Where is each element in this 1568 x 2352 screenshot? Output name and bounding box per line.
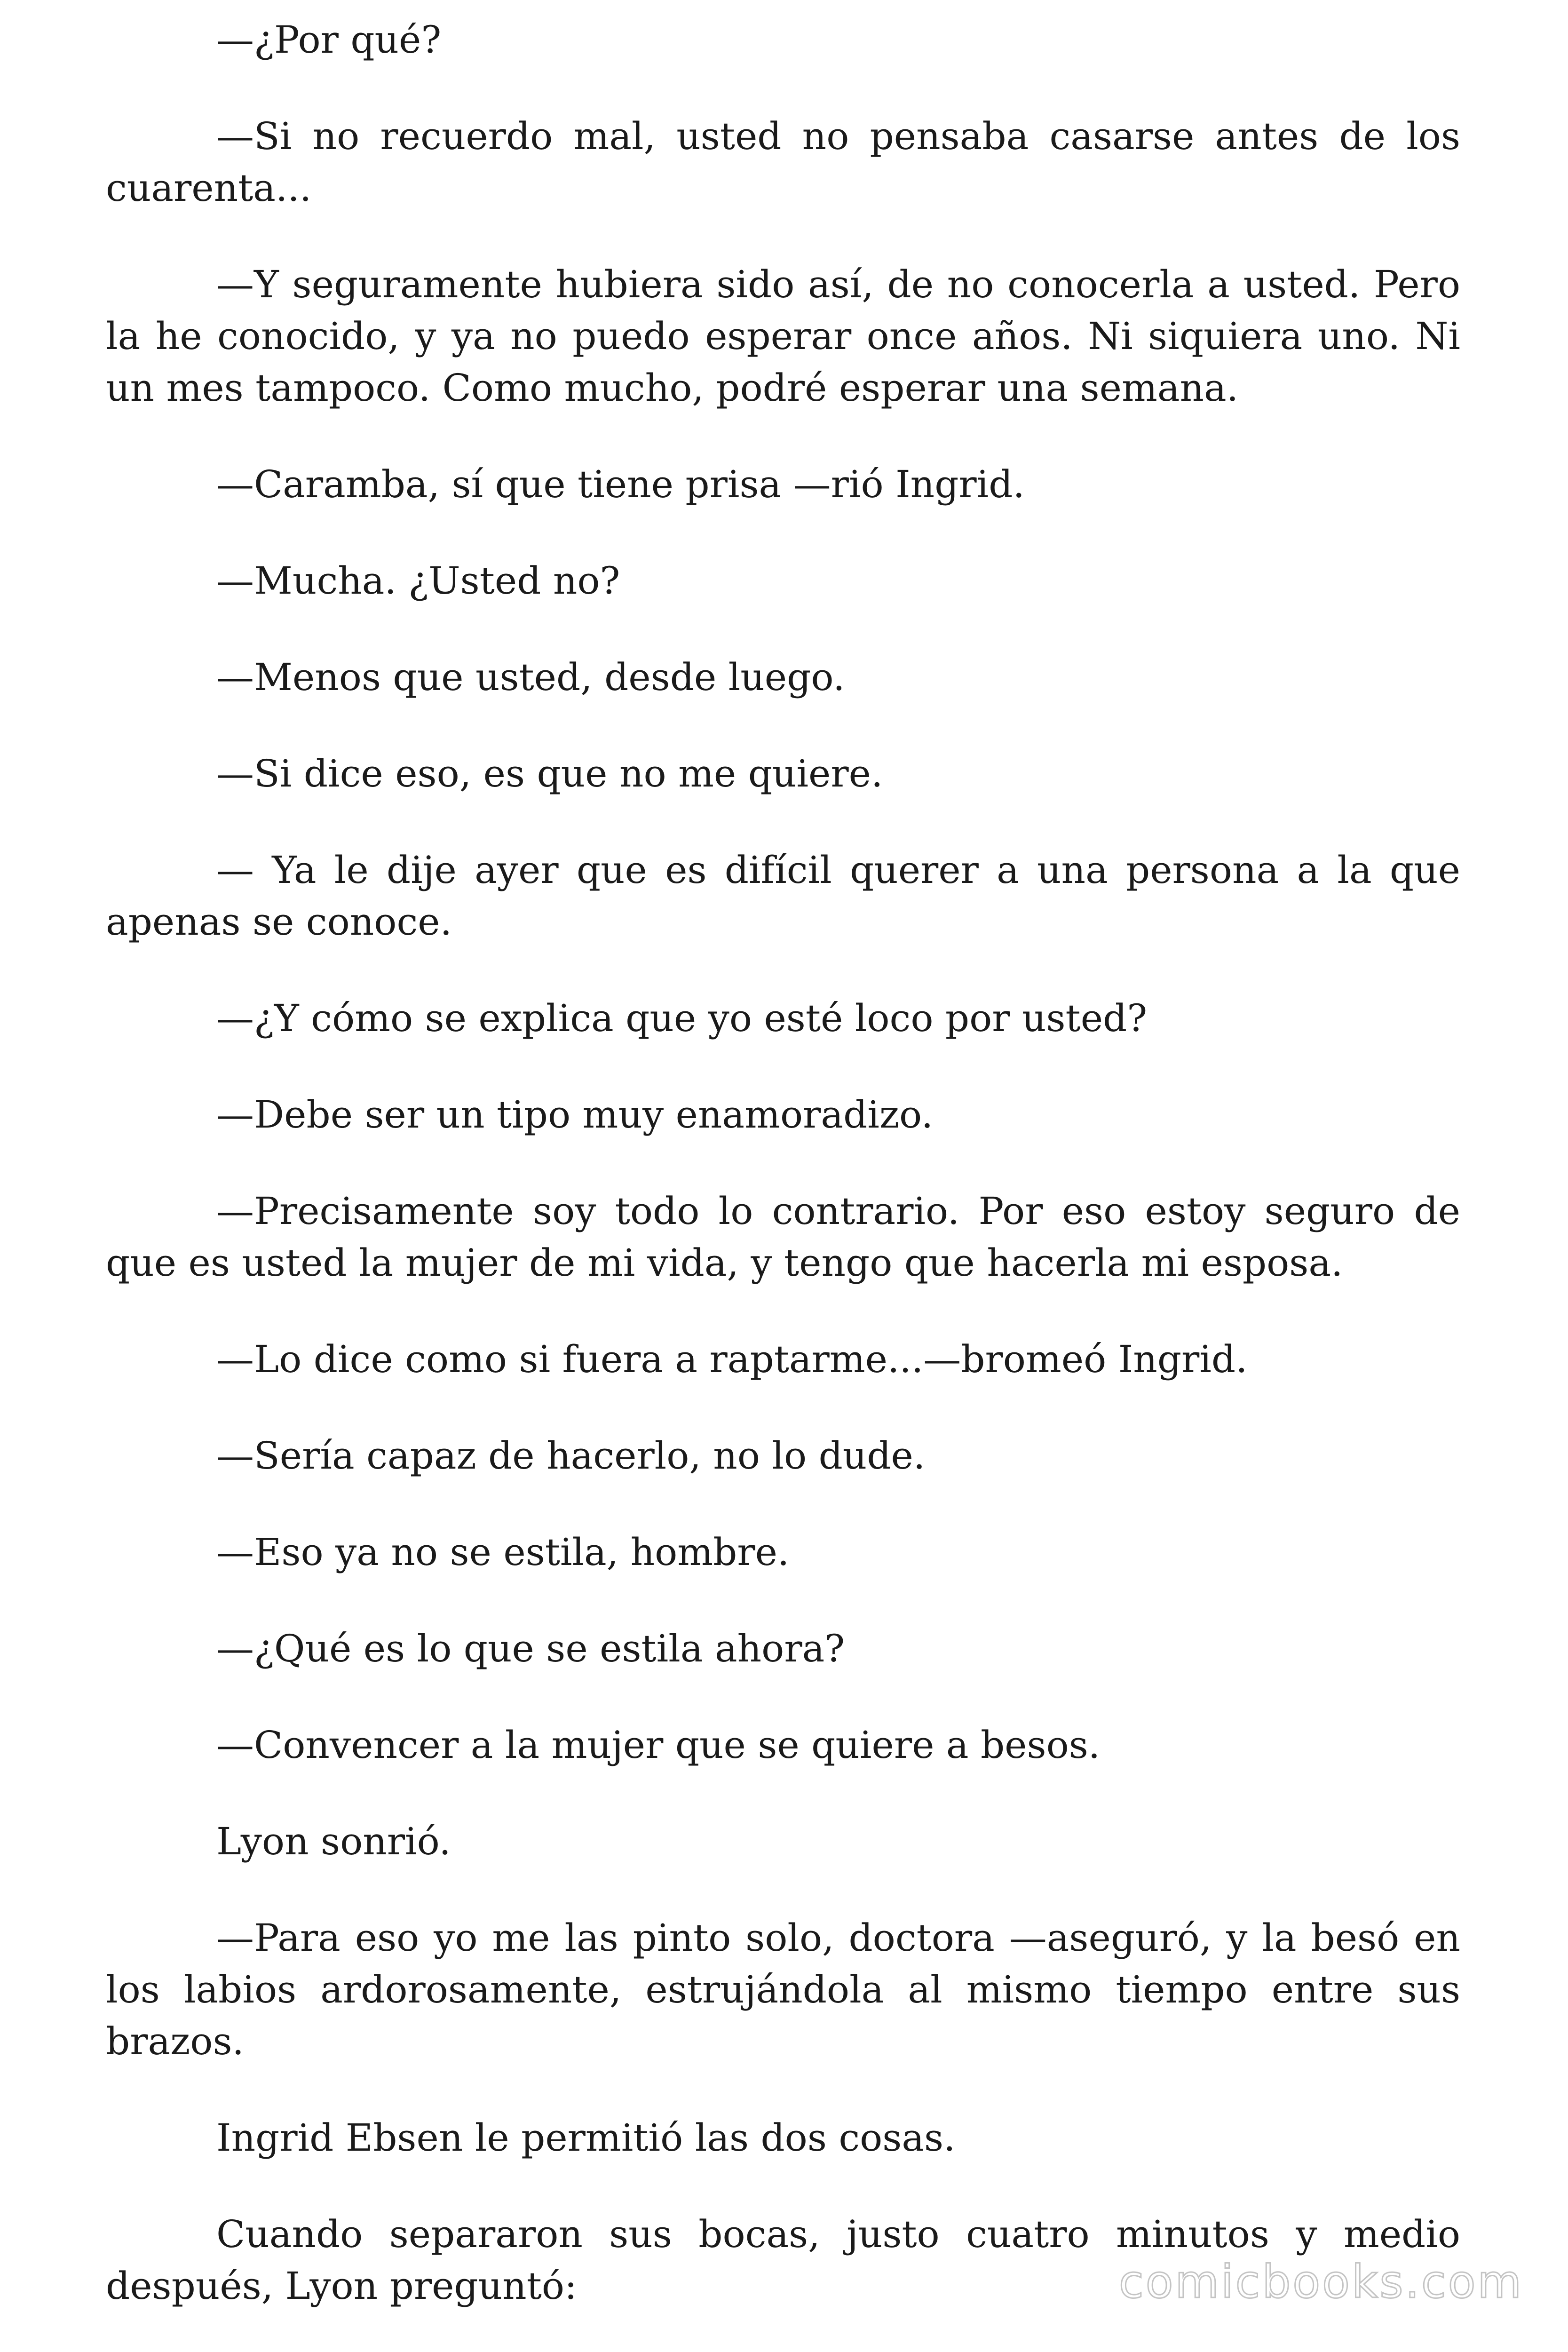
paragraph: —Si dice eso, es que no me quiere. xyxy=(216,752,883,795)
paragraph: —Y seguramente hubiera sido así, de no conocerla a usted. Pero la he conocido, y ya no puedo esperar once años. Ni siquiera uno. Ni un mes tampoco. Como mucho, podré esperar una semana. xyxy=(106,262,1460,410)
paragraph: —Caramba, sí que tiene prisa —rió Ingrid. xyxy=(216,462,1025,506)
paragraph: Lyon sonrió. xyxy=(216,1820,451,1863)
watermark: comicbooks.com xyxy=(1118,2256,1523,2308)
paragraph: —Para eso yo me las pinto solo, doctora —aseguró, y la besó en los labios ardorosamente, estrujándola al mismo tiempo entre sus brazos. xyxy=(106,1916,1460,2063)
paragraph: —Lo dice como si fuera a raptarme...—bromeó Ingrid. xyxy=(216,1337,1248,1381)
book-page xyxy=(106,14,1460,2352)
paragraph: —Sería capaz de hacerlo, no lo dude. xyxy=(216,1434,926,1478)
paragraph: —Menos que usted, desde luego. xyxy=(216,655,845,699)
paragraph: —Convencer a la mujer que se quiere a besos. xyxy=(216,1723,1101,1767)
paragraph: — Ya le dije ayer que es difícil querer a una persona a la que apenas se conoce. xyxy=(106,848,1460,944)
paragraph: —¿Qué es lo que se estila ahora? xyxy=(216,1627,845,1670)
paragraph: —Si no recuerdo mal, usted no pensaba casarse antes de los cuarenta... xyxy=(106,114,1460,210)
paragraph: —¿Por qué? xyxy=(216,18,442,62)
paragraph: —Mucha. ¿Usted no? xyxy=(216,559,620,603)
paragraph: Cuando separaron sus bocas, justo cuatro minutos y medio después, Lyon preguntó: xyxy=(106,2212,1460,2308)
paragraph: —Debe ser un tipo muy enamoradizo. xyxy=(216,1093,934,1136)
paragraph: Ingrid Ebsen le permitió las dos cosas. xyxy=(216,2116,956,2160)
paragraph: —¿Y cómo se explica que yo esté loco por usted? xyxy=(216,996,1148,1040)
paragraph: —Precisamente soy todo lo contrario. Por eso estoy seguro de que es usted la mujer de mi vida, y tengo que hacerla mi esposa. xyxy=(106,1189,1460,1285)
paragraph: —Eso ya no se estila, hombre. xyxy=(216,1530,790,1574)
